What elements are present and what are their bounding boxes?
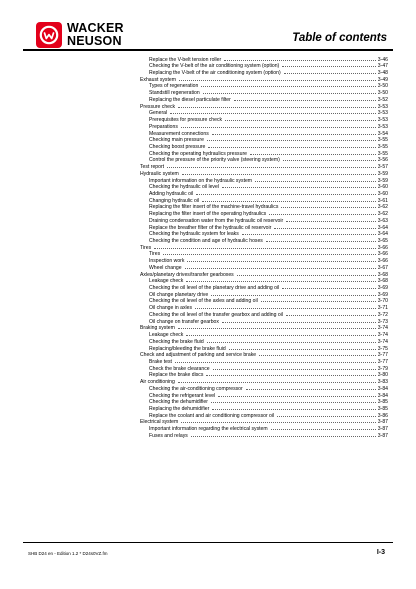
toc-entry-label: Leakage check <box>149 332 184 339</box>
toc-entry-label: Replace the brake discs <box>149 372 204 379</box>
toc-section-entry[interactable] <box>140 163 388 170</box>
toc-subsection-entry[interactable] <box>140 142 388 149</box>
toc-entry-label: Checking the hydraulic system for leaks <box>149 231 239 238</box>
toc-entry-label: Checking the oil level of the axles and adding oil <box>149 298 258 305</box>
toc-entry-page: 3-75 <box>377 345 388 352</box>
toc-subsection-entry[interactable] <box>140 290 388 297</box>
toc-entry-label: Checking the air-conditioning compressor <box>149 385 243 392</box>
toc-subsection-entry[interactable] <box>140 95 388 102</box>
toc-entry-page: 3-73 <box>377 318 388 325</box>
toc-entry-label: Replacing the diesel particulate filter <box>149 96 231 103</box>
toc-subsection-entry[interactable] <box>140 257 388 264</box>
toc-entry-label: Important information regarding the electrical system <box>149 426 268 433</box>
toc-entry-label: Leakage check <box>149 278 184 285</box>
toc-entry-label: Preparations <box>149 123 178 130</box>
toc-entry-label: General <box>149 110 168 117</box>
toc-dot-leader <box>281 203 375 209</box>
toc-entry-label: Axles/planetary drives/transfer gearboxes <box>140 271 234 278</box>
toc-entry-page: 3-80 <box>377 372 388 379</box>
toc-entry-label: Control the pressure of the priority valve (steering system) <box>149 157 280 164</box>
toc-entry-label: Checking the V-belt of the air conditioning system (option) <box>149 63 280 70</box>
toc-section-entry[interactable] <box>140 324 388 331</box>
toc-dot-leader <box>206 371 375 377</box>
toc-entry-label: Standstill regeneration <box>149 90 200 97</box>
toc-subsection-entry[interactable] <box>140 210 388 217</box>
page-title: Table of contents <box>292 32 387 44</box>
toc-entry-page: 3-64 <box>377 231 388 238</box>
toc-entry-page: 3-66 <box>377 251 388 258</box>
toc-dot-leader <box>187 257 375 263</box>
toc-entry-page: 3-67 <box>377 264 388 271</box>
toc-entry-page: 3-61 <box>377 197 388 204</box>
toc-entry-page: 3-72 <box>377 311 388 318</box>
toc-subsection-entry[interactable] <box>140 411 388 418</box>
toc-section-entry[interactable] <box>140 75 388 82</box>
toc-subsection-entry[interactable] <box>140 317 388 324</box>
toc-entry-page: 3-63 <box>377 217 388 224</box>
toc-subsection-entry[interactable] <box>140 344 388 351</box>
toc-entry-label: Oil change on transfer gearbox <box>149 318 219 325</box>
toc-dot-leader <box>207 337 376 343</box>
toc-dot-leader <box>261 297 376 303</box>
toc-entry-label: Pressure check <box>140 103 176 110</box>
toc-subsection-entry[interactable] <box>140 330 388 337</box>
toc-dot-leader <box>201 82 376 88</box>
table-of-contents <box>140 55 388 438</box>
toc-entry-label: Checking main pressure <box>149 137 204 144</box>
toc-dot-leader <box>271 425 376 431</box>
toc-subsection-entry[interactable] <box>140 384 388 391</box>
toc-subsection-entry[interactable] <box>140 223 388 230</box>
toc-subsection-entry[interactable] <box>140 391 388 398</box>
toc-dot-leader <box>237 270 376 276</box>
toc-entry-page: 3-77 <box>377 352 388 359</box>
toc-subsection-entry[interactable] <box>140 425 388 432</box>
toc-entry-page: 3-71 <box>377 305 388 312</box>
toc-entry-label: Checking the oil level of the planetary drive and adding oil <box>149 285 280 292</box>
toc-entry-page: 3-46 <box>377 56 388 63</box>
toc-dot-leader <box>202 196 376 202</box>
toc-entry-label: Replacing the filter insert of the operating hydraulics <box>149 211 267 218</box>
toc-entry-label: Replace the coolant and air conditioning compressor oil <box>149 412 275 419</box>
toc-entry-page: 3-77 <box>377 358 388 365</box>
toc-dot-leader <box>186 330 376 336</box>
toc-entry-page: 3-74 <box>377 338 388 345</box>
toc-section-entry[interactable] <box>140 102 388 109</box>
toc-entry-page: 3-55 <box>377 143 388 150</box>
toc-entry-label: Checking the brake fluid <box>149 338 204 345</box>
toc-subsection-entry[interactable] <box>140 236 388 243</box>
toc-subsection-entry[interactable] <box>140 196 388 203</box>
toc-subsection-entry[interactable] <box>140 216 388 223</box>
toc-subsection-entry[interactable] <box>140 115 388 122</box>
toc-section-entry[interactable] <box>140 270 388 277</box>
toc-entry-page: 3-55 <box>377 137 388 144</box>
toc-subsection-entry[interactable] <box>140 364 388 371</box>
toc-subsection-entry[interactable] <box>140 277 388 284</box>
toc-entry-page: 3-54 <box>377 130 388 137</box>
toc-subsection-entry[interactable] <box>140 136 388 143</box>
toc-subsection-entry[interactable] <box>140 357 388 364</box>
footer-page-number: I-3 <box>376 549 385 556</box>
toc-dot-leader <box>250 149 376 155</box>
toc-subsection-entry[interactable] <box>140 183 388 190</box>
toc-entry-label: Types of regeneration <box>149 83 199 90</box>
toc-entry-page: 3-53 <box>377 123 388 130</box>
toc-entry-page: 3-59 <box>377 177 388 184</box>
toc-entry-label: Important information on the hydraulic system <box>149 177 253 184</box>
toc-dot-leader <box>286 310 376 316</box>
toc-entry-label: Inspection work <box>149 258 185 265</box>
toc-entry-page: 3-68 <box>377 271 388 278</box>
toc-dot-leader <box>222 183 376 189</box>
toc-subsection-entry[interactable] <box>140 156 388 163</box>
toc-entry-label: Replacing the filter insert of the machine-travel hydraulics <box>149 204 279 211</box>
toc-entry-page: 3-69 <box>377 291 388 298</box>
brand-line-1: WACKER <box>67 21 124 35</box>
toc-entry-label: Changing hydraulic oil <box>149 197 200 204</box>
toc-entry-page: 3-57 <box>377 164 388 171</box>
toc-dot-leader <box>255 176 376 182</box>
toc-dot-leader <box>277 411 376 417</box>
toc-entry-page: 3-69 <box>377 285 388 292</box>
toc-dot-leader <box>203 89 376 95</box>
toc-subsection-entry[interactable] <box>140 310 388 317</box>
toc-entry-label: Replacing the V-belt of the air conditioning system (option) <box>149 70 281 77</box>
toc-entry-page: 3-53 <box>377 110 388 117</box>
toc-subsection-entry[interactable] <box>140 176 388 183</box>
toc-entry-page: 3-53 <box>377 103 388 110</box>
toc-entry-label: Checking the operating hydraulics pressure <box>149 150 247 157</box>
toc-subsection-entry[interactable] <box>140 263 388 270</box>
toc-subsection-entry[interactable] <box>140 283 388 290</box>
toc-dot-leader <box>178 102 376 108</box>
toc-entry-page: 3-86 <box>377 412 388 419</box>
toc-dot-leader <box>175 357 376 363</box>
toc-entry-page: 3-65 <box>377 238 388 244</box>
toc-entry-page: 3-47 <box>377 63 388 70</box>
toc-entry-label: Checking the dehumidifier <box>149 399 208 406</box>
toc-subsection-entry[interactable] <box>140 122 388 129</box>
toc-entry-page: 3-79 <box>377 365 388 372</box>
toc-dot-leader <box>195 304 376 310</box>
toc-entry-page: 3-74 <box>377 332 388 339</box>
toc-subsection-entry[interactable] <box>140 68 388 75</box>
toc-dot-leader <box>218 391 376 397</box>
toc-entry-label: Check the brake clearance <box>149 365 210 372</box>
toc-dot-leader <box>207 136 376 142</box>
toc-dot-leader <box>213 364 376 370</box>
toc-dot-leader <box>224 55 376 61</box>
toc-entry-page: 3-84 <box>377 385 388 392</box>
brand-wordmark <box>67 22 124 47</box>
toc-dot-leader <box>181 122 376 128</box>
toc-entry-page: 3-60 <box>377 184 388 191</box>
toc-dot-leader <box>211 398 376 404</box>
toc-subsection-entry[interactable] <box>140 203 388 210</box>
toc-entry-page: 3-70 <box>377 298 388 305</box>
toc-subsection-entry[interactable] <box>140 62 388 69</box>
toc-entry-page: 3-84 <box>377 392 388 399</box>
toc-dot-leader <box>225 115 376 121</box>
toc-dot-leader <box>185 263 376 269</box>
toc-dot-leader <box>282 62 376 68</box>
toc-subsection-entry[interactable] <box>140 129 388 136</box>
toc-subsection-entry[interactable] <box>140 109 388 116</box>
toc-subsection-entry[interactable] <box>140 82 388 89</box>
header-divider <box>23 49 393 51</box>
toc-subsection-entry[interactable] <box>140 297 388 304</box>
toc-entry-page: 3-85 <box>377 405 388 412</box>
toc-dot-leader <box>208 142 375 148</box>
toc-entry-label: Hydraulic system <box>140 170 179 177</box>
toc-dot-leader <box>259 351 376 357</box>
toc-entry-label: Air conditioning <box>140 379 175 386</box>
toc-entry-label: Oil change in axles <box>149 305 193 312</box>
toc-dot-leader <box>181 418 376 424</box>
toc-section-entry[interactable] <box>140 243 388 250</box>
toc-entry-page: 3-56 <box>377 157 388 164</box>
toc-subsection-entry[interactable] <box>140 431 388 438</box>
toc-entry-label: Wheel change <box>149 264 182 271</box>
brand-line-2: NEUSON <box>67 33 122 48</box>
toc-entry-label: Replace the V-belt tension roller <box>149 56 222 63</box>
toc-dot-leader <box>269 210 376 216</box>
toc-subsection-entry[interactable] <box>140 149 388 156</box>
toc-subsection-entry[interactable] <box>140 89 388 96</box>
toc-entry-label: Checking boost pressure <box>149 143 206 150</box>
toc-section-entry[interactable] <box>140 418 388 425</box>
toc-dot-leader <box>154 243 376 249</box>
toc-entry-page: 3-50 <box>377 83 388 90</box>
toc-dot-leader <box>167 163 376 169</box>
toc-entry-page: 3-59 <box>377 170 388 177</box>
toc-subsection-entry[interactable] <box>140 304 388 311</box>
toc-entry-page: 3-50 <box>377 90 388 97</box>
toc-dot-leader <box>229 344 376 350</box>
toc-entry-label: Checking the oil level of the transfer gearbox and adding oil <box>149 311 283 318</box>
toc-entry-label: Replace the breather filter of the hydraulic oil reservoir <box>149 224 272 231</box>
toc-entry-page: 3-49 <box>377 76 388 83</box>
toc-subsection-entry[interactable] <box>140 337 388 344</box>
toc-entry-page: 3-53 <box>377 117 388 124</box>
toc-dot-leader <box>178 324 376 330</box>
toc-subsection-entry[interactable] <box>140 371 388 378</box>
toc-entry-label: Draining condensation water from the hydraulic oil reservoir <box>149 217 284 224</box>
toc-entry-page: 3-66 <box>377 258 388 265</box>
toc-dot-leader <box>283 156 376 162</box>
toc-entry-label: Tires <box>149 251 161 258</box>
toc-entry-label: Check and adjustment of parking and service brake <box>140 352 257 359</box>
toc-entry-page: 3-55 <box>377 150 388 157</box>
toc-dot-leader <box>222 317 376 323</box>
toc-dot-leader <box>211 290 376 296</box>
footer-document-id: SHB D24 en - Edition 1.2 * D24s0VZ.fm <box>28 551 108 556</box>
toc-entry-page: 3-62 <box>377 204 388 211</box>
toc-dot-leader <box>186 277 376 283</box>
toc-entry-page: 3-83 <box>377 379 388 386</box>
toc-entry-label: Replacing the dehumidifier <box>149 405 210 412</box>
toc-entry-label: Prerequisites for pressure check <box>149 117 223 124</box>
toc-subsection-entry[interactable] <box>140 398 388 405</box>
toc-entry-page: 3-60 <box>377 190 388 197</box>
toc-entry-label: Checking the refrigerant level <box>149 392 216 399</box>
toc-entry-page: 3-74 <box>377 325 388 332</box>
toc-dot-leader <box>266 236 376 242</box>
toc-entry-page: 3-87 <box>377 426 388 433</box>
toc-dot-leader <box>163 250 376 256</box>
toc-subsection-entry[interactable] <box>140 250 388 257</box>
toc-dot-leader <box>212 129 376 135</box>
toc-entry-page: 3-87 <box>377 419 388 426</box>
toc-dot-leader <box>191 431 376 437</box>
toc-subsection-entry[interactable] <box>140 189 388 196</box>
toc-entry-label: Adding hydraulic oil <box>149 190 194 197</box>
toc-subsection-entry[interactable] <box>140 55 388 62</box>
toc-entry-label: Fuses and relays <box>149 432 188 439</box>
toc-dot-leader <box>274 223 375 229</box>
toc-dot-leader <box>284 68 376 74</box>
toc-entry-label: Brake test <box>149 358 172 365</box>
toc-entry-label: Exhaust system <box>140 76 176 83</box>
toc-entry-label: Checking the hydraulic oil level <box>149 184 219 191</box>
toc-section-entry[interactable] <box>140 169 388 176</box>
toc-dot-leader <box>234 95 376 101</box>
toc-entry-label: Electrical system <box>140 419 179 426</box>
toc-entry-page: 3-62 <box>377 211 388 218</box>
toc-entry-page: 3-87 <box>377 432 388 439</box>
toc-entry-label: Checking the condition and age of hydraulic hoses <box>149 238 263 244</box>
toc-dot-leader <box>286 216 376 222</box>
toc-subsection-entry[interactable] <box>140 230 388 237</box>
toc-entry-page: 3-85 <box>377 399 388 406</box>
toc-entry-label: Braking system <box>140 325 175 332</box>
toc-dot-leader <box>196 189 376 195</box>
toc-dot-leader <box>246 384 376 390</box>
toc-dot-leader <box>182 169 376 175</box>
toc-entry-page: 3-66 <box>377 244 388 251</box>
toc-section-entry[interactable] <box>140 351 388 358</box>
toc-dot-leader <box>178 378 376 384</box>
toc-entry-label: Replacing/bleeding the brake fluid <box>149 345 226 352</box>
toc-entry-page: 3-68 <box>377 278 388 285</box>
toc-dot-leader <box>282 283 376 289</box>
footer-divider <box>23 542 393 543</box>
toc-dot-leader <box>179 75 376 81</box>
toc-entry-label: Measurement connections <box>149 130 209 137</box>
toc-dot-leader <box>242 230 376 236</box>
toc-subsection-entry[interactable] <box>140 404 388 411</box>
toc-dot-leader <box>170 109 376 115</box>
toc-entry-label: Tires <box>140 244 152 251</box>
toc-entry-label: Oil change planetary drive <box>149 291 209 298</box>
toc-entry-page: 3-52 <box>377 96 388 103</box>
toc-entry-label: Test report <box>140 164 165 171</box>
toc-section-entry[interactable] <box>140 378 388 385</box>
wacker-neuson-badge-icon <box>36 22 62 48</box>
toc-entry-page: 3-48 <box>377 70 388 77</box>
toc-entry-page: 3-64 <box>377 224 388 231</box>
toc-dot-leader <box>212 404 375 410</box>
wacker-neuson-logo <box>36 22 134 48</box>
